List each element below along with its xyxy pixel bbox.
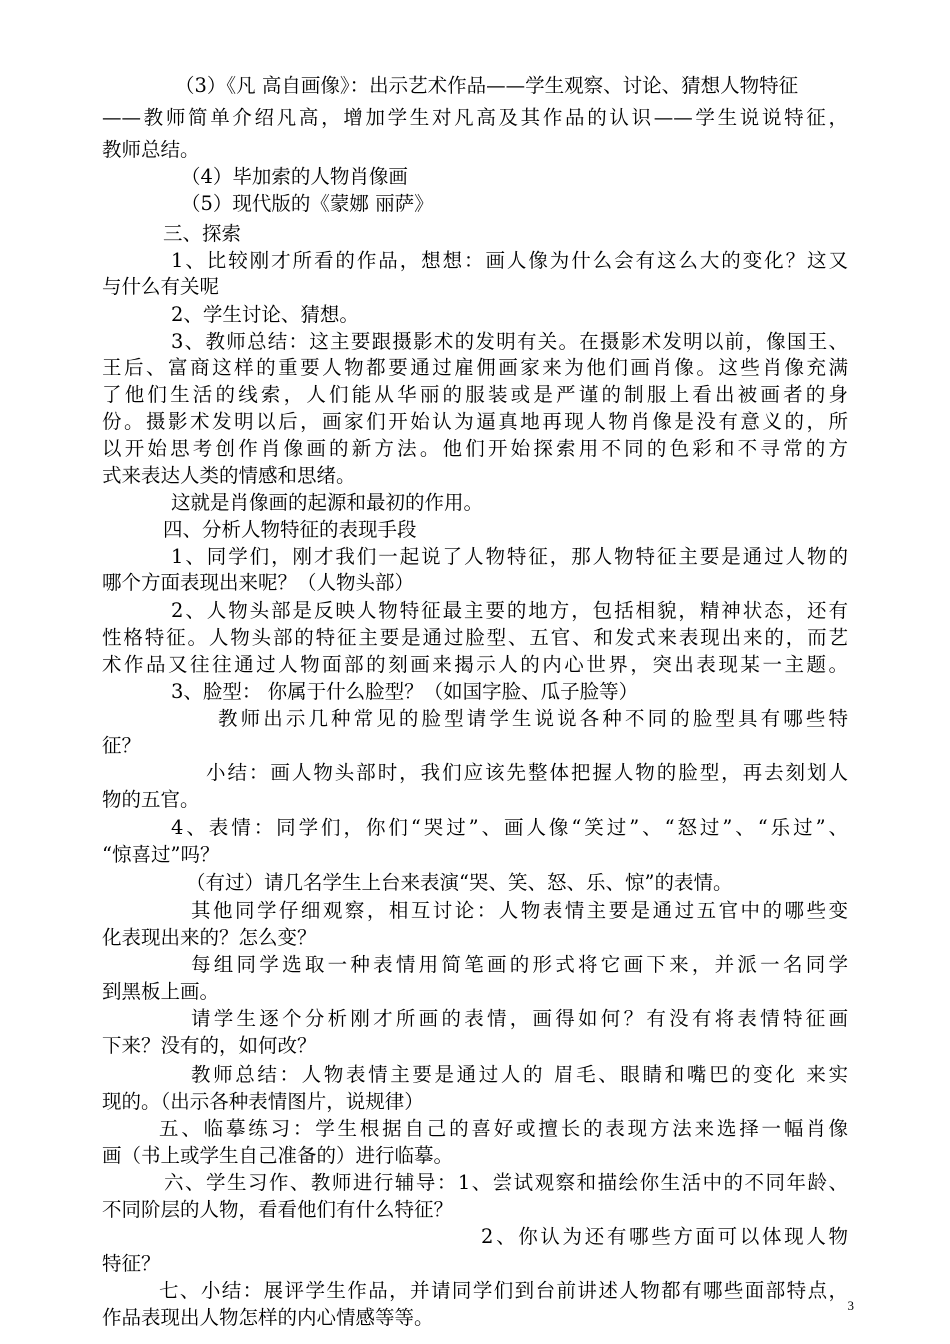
text-line: 这就是肖像画的起源和最初的作用。 bbox=[171, 491, 484, 514]
text-line: 性格特征。人物头部的特征主要是通过脸型、五官、和发式来表现出来的，而艺 bbox=[102, 626, 848, 649]
text-line: 征？ bbox=[102, 734, 142, 757]
text-line: 2、人物头部是反映人物特征最主要的地方，包括相貌，精神状态，还有 bbox=[171, 599, 848, 622]
text-line: 六、学生习作、教师进行辅导：1、尝试观察和描绘你生活中的不同年龄、 bbox=[164, 1171, 848, 1194]
page-number: 3 bbox=[847, 1298, 854, 1313]
text-line: 请学生逐个分析刚才所画的表情，画得如何？有没有将表情特征画 bbox=[191, 1007, 848, 1030]
text-line: 3、教师总结：这主要跟摄影术的发明有关。在摄影术发明以前，像国王、 bbox=[171, 330, 848, 353]
text-line: 了他们生活的线索，人们能从华丽的服装或是严谨的制服上看出被画者的身 bbox=[102, 383, 848, 406]
text-line: 术作品又往往通过人物面部的刻画来揭示人的内心世界，突出表现某一主题。 bbox=[102, 653, 848, 676]
text-line: （3）《凡 高自画像》：出示艺术作品——学生观察、讨论、猜想人物特征 bbox=[175, 74, 799, 97]
text-line: 王后、富商这样的重要人物都要通过雇佣画家来为他们画肖像。这些肖像充满 bbox=[102, 356, 848, 379]
text-line: 下来？没有的，如何改？ bbox=[102, 1034, 317, 1057]
text-line: 1、同学们，刚才我们一起说了人物特征，那人物特征主要是通过人物的 bbox=[171, 545, 848, 568]
text-line: （有过）请几名学生上台来表演“哭、笑、怒、乐、惊”的表情。 bbox=[186, 871, 733, 894]
text-line: 物的五官。 bbox=[102, 788, 200, 811]
text-line: （4）毕加索的人物肖像画 bbox=[181, 165, 408, 188]
text-line: 份。摄影术发明以后，画家们开始认为逼真地再现人物肖像是没有意义的，所 bbox=[102, 410, 848, 433]
text-line: 其他同学仔细观察，相互讨论：人物表情主要是通过五官中的哪些变 bbox=[191, 899, 848, 922]
text-line: 不同阶层的人物，看看他们有什么特征？ bbox=[102, 1198, 454, 1221]
text-line: （5）现代版的《蒙娜 丽萨》 bbox=[181, 192, 434, 215]
text-line: 2、学生讨论、猜想。 bbox=[171, 303, 359, 326]
text-line: “惊喜过”吗？ bbox=[102, 843, 220, 866]
text-line: ——教师简单介绍凡高，增加学生对凡高及其作品的认识——学生说说特征， bbox=[102, 106, 848, 129]
text-line: 3、脸型： 你属于什么脸型？（如国字脸、瓜子脸等） bbox=[171, 680, 639, 703]
text-line: 教师出示几种常见的脸型请学生说说各种不同的脸型具有哪些特 bbox=[218, 707, 848, 730]
text-line: 2、你认为还有哪些方面可以体现人物 bbox=[481, 1225, 848, 1248]
text-line: 七、小结：展评学生作品，并请同学们到台前讲述人物都有哪些面部特点， bbox=[159, 1279, 848, 1302]
text-line: 到黑板上画。 bbox=[102, 980, 220, 1003]
text-line: 每组同学选取一种表情用简笔画的形式将它画下来，并派一名同学 bbox=[191, 953, 848, 976]
text-line: 式来表达人类的情感和思绪。 bbox=[102, 464, 356, 487]
text-line: 化表现出来的？怎么变？ bbox=[102, 926, 317, 949]
text-line: 1、比较刚才所看的作品，想想：画人像为什么会有这么大的变化？这又 bbox=[171, 249, 848, 272]
text-line: 特征？ bbox=[102, 1252, 161, 1275]
text-line: 与什么有关呢 bbox=[102, 275, 220, 298]
text-line: 作品表现出人物怎样的内心情感等等。 bbox=[102, 1306, 434, 1329]
text-line: 画（书上或学生自己准备的）进行临摹。 bbox=[102, 1144, 454, 1167]
text-line: 现的。（出示各种表情图片，说规律） bbox=[102, 1090, 424, 1113]
text-line: 教师总结。 bbox=[102, 138, 200, 161]
text-line: 教师总结：人物表情主要是通过人的 眉毛、眼睛和嘴巴的变化 来实 bbox=[191, 1063, 848, 1086]
text-line: 三、探索 bbox=[163, 222, 242, 245]
text-line: 4、表情：同学们，你们“哭过”、画人像“笑过”、“怒过”、“乐过”、 bbox=[171, 816, 848, 839]
text-line: 五、临摹练习：学生根据自己的喜好或擅长的表现方法来选择一幅肖像 bbox=[159, 1117, 848, 1140]
text-line: 哪个方面表现出来呢？（人物头部） bbox=[102, 571, 415, 594]
text-line: 以开始思考创作肖像画的新方法。他们开始探索用不同的色彩和不寻常的方 bbox=[102, 437, 848, 460]
text-line: 四、分析人物特征的表现手段 bbox=[163, 518, 417, 541]
text-line: 小结：画人物头部时，我们应该先整体把握人物的脸型，再去刻划人 bbox=[206, 761, 848, 784]
